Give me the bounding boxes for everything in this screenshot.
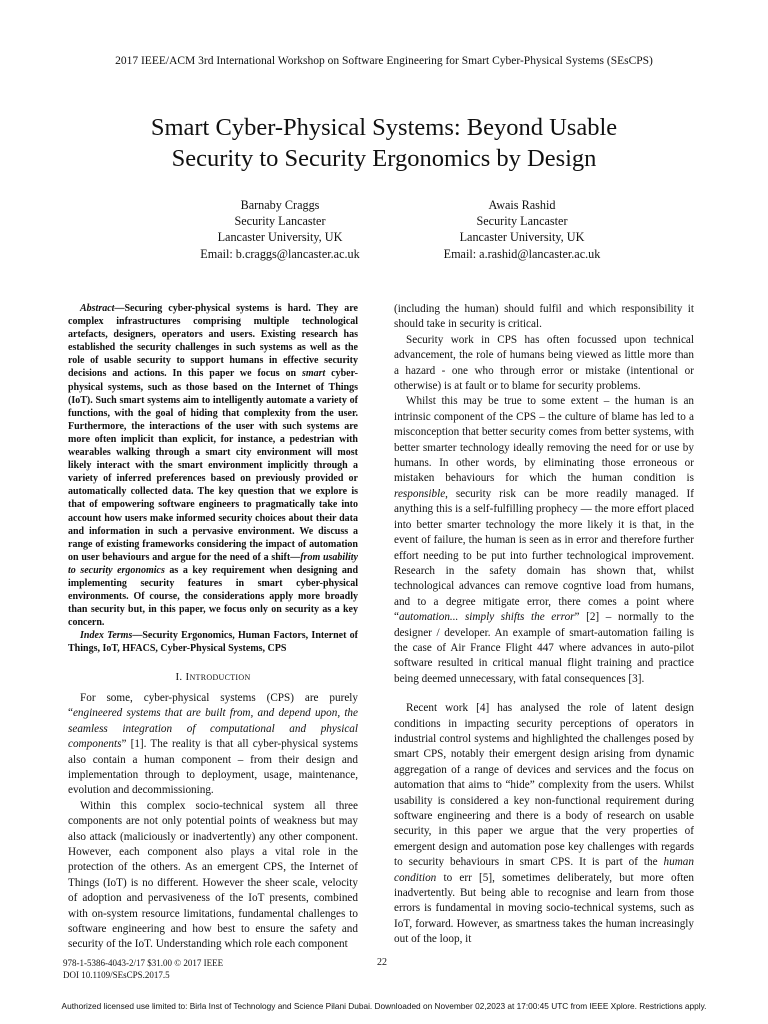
body-emphasis: automation... simply shifts the error — [398, 611, 575, 624]
body-paragraph: Security work in CPS has often focussed upon technical advancement, the role of humans being viewed as little more than a hazard - one who through error or mistake (intentional or otherwise) is at fault or to blame for security problems. — [394, 333, 694, 393]
abstract-emphasis: smart — [301, 368, 326, 380]
abstract-text: as a key requirement when designing and implementing security features in smart cyber-physical environments. Of course, the considerations apply more broadly than security but, in this paper, we focus only on security as a key concern. — [68, 564, 359, 629]
body-text: ” [1]. The reality is that all cyber-physical systems also contain a human component – from their design and implementation through to deployment, usage, maintenance, evolution and decommissioning. — [68, 738, 358, 797]
author-email[interactable]: Email: a.rashid@lancaster.ac.uk — [443, 246, 601, 261]
body-paragraph: (including the human) should fulfil and which responsibility it should take in security is critical. — [394, 303, 694, 331]
body-emphasis: human condition — [394, 856, 694, 884]
isbn-line: 978-1-5386-4043-2/17 $31.00 © 2017 IEEE — [63, 958, 224, 968]
index-terms — [68, 629, 358, 655]
body-text: Whilst this may be true to some extent – the human is an intrinsic component of the CPS – the culture of blame has led to a misconception that better security comes from better systems, with better smarter technology ideally removing the need for or use by humans. In other words, by eliminating those erroneous or mistaken behaviours for which the human condition is — [394, 395, 694, 485]
right-column — [394, 302, 694, 948]
body-paragraph — [394, 394, 694, 687]
paragraph-gap — [394, 687, 694, 701]
abstract-text: cyber-physical systems, such as those based on the Internet of Things (IoT). Such smart systems aim to intelligently automate a variety of functions, with the goal of hiding that complexity from the user. Furthermore, the interactions of the user with such systems are more often implicit than explicit, for instance, a pedestrian with wearables walking through a smart city environment will most likely interact with the smart environment implicitly through a variety of inferred preferences based on previously provided or automatically collected data. The key question that we explore is that of empowering software engineers to pragmatically take into account how users make informed security choices about their data and information in such a pervasive environment. We discuss a range of existing frameworks considering the impact of automation on user behaviours and argue for the need of a shift— — [68, 368, 358, 563]
author-org: Security Lancaster — [476, 214, 568, 229]
author-email[interactable]: Email: b.craggs@lancaster.ac.uk — [200, 246, 360, 261]
body-emphasis: engineered systems that are built from, and depend upon, the seamless integration of computational and physical components — [68, 707, 358, 751]
body-paragraph: Within this complex socio-technical system all three components are not only potential points of weakness but may also attack (maliciously or inadvertently) any other component. However, each component also plays a vital role in the protection of the others. As an emergent CPS, the Internet of Things (IoT) is no different. However the sheer scale, velocity of adoption and pervasiveness of the IoT presents, combined with on-system resource limitations, fundamental challenges to software engineering and how best to ensure the safety and security of the IoT. Understanding which role each component — [68, 799, 358, 951]
body-text: Recent work [4] has analysed the role of latent design conditions in impacting security perceptions of operators in industrial control systems and highlighted the challenges posed by smart CPS, notably their emergent design arising from dynamic aggregation of a range of devices and services and the focus on automation that aims to “hide” complexity from the users. Whilst usability is considered a key non-functional requirement during software engineering and there is a body of research on usable security, in this paper we argue that the very properties of emergent design and automation pose key challenges with regards to security behaviours in smart CPS. It is part of the — [394, 702, 694, 869]
left-column — [68, 302, 358, 953]
footer-info — [63, 957, 223, 981]
abstract-text: —Securing cyber-physical systems is hard. They are complex infrastructures comprising multiple technological artefacts, designers, operators and users. Existing research has established the security challenges in such systems as well as the role of usable security to support humans in effective security decisions and actions. In this paper we focus on — [68, 303, 358, 380]
body-emphasis: responsible — [394, 487, 446, 500]
author-name: Barnaby Craggs — [240, 198, 320, 212]
body-paragraph — [68, 691, 358, 799]
body-text: ” [2] – normally to the designer / developer. An example of smart-automation failing is the case of Air France Flight 447 where advances in auto-pilot software resulted in critical manual flight training and practice being deemed unnecessary, with fatal consequences [3]. — [394, 611, 694, 685]
author-org: Security Lancaster — [234, 214, 326, 229]
abstract-label: Abstract — [80, 303, 115, 314]
abstract-emphasis: from usability to security ergonomics — [68, 551, 358, 576]
author-block-2 — [372, 197, 672, 262]
section-number: I. — [175, 670, 183, 683]
body-text: to err [5], sometimes deliberately, but more often inadvertently. But being able to recognise and learn from those errors is fundamental in moving socio-technical systems, such as IoT, forward. However, as smartness takes the human increasingly out of the loop, it — [394, 871, 694, 946]
venue-header: 2017 IEEE/ACM 3rd International Workshop on Software Engineering for Smart Cyber-Physical Systems (SEsCPS) — [115, 55, 653, 67]
body-text: For some, cyber-physical systems (CPS) are purely “ — [68, 691, 358, 720]
author-university: Lancaster University, UK — [217, 230, 343, 245]
author-university: Lancaster University, UK — [459, 230, 585, 245]
author-name: Awais Rashid — [488, 198, 556, 212]
section-heading — [68, 670, 358, 685]
abstract — [68, 302, 358, 629]
license-notice: Authorized licensed use limited to: Birla Inst of Technology and Science Pilani Dubai. Downloaded on November 02,2023 at 17:00:45 UTC from IEEE Xplore. Restrictions apply. — [61, 1001, 707, 1011]
page-number: 22 — [377, 957, 387, 968]
title-line-1: Smart Cyber-Physical Systems: Beyond Usable — [150, 114, 618, 141]
section-title: Introduction — [185, 670, 251, 683]
doi-line[interactable]: DOI 10.1109/SEsCPS.2017.5 — [63, 970, 170, 980]
title-line-2: Security to Security Ergonomics by Design — [171, 145, 597, 172]
index-terms-label: Index Terms — [80, 630, 133, 642]
index-terms-text: —Security Ergonomics, Human Factors, Internet of Things, IoT, HFACS, Cyber-Physical Systems, CPS — [68, 630, 358, 655]
paper-title — [60, 112, 708, 174]
body-paragraph — [394, 701, 694, 948]
body-text: , security risk can be more readily managed. If anything this is a self-fulfilling prophecy — the more effort placed into better smarter technology the more likely it is that, in the event of failure, the human is seen as in error and therefore further effort needing to be put into further technological improvement. Research in the safety domain has shown that, whilst technological advances can remove cogntive load from humans, and to a degree mitigate error, there comes a point where “ — [394, 487, 694, 624]
